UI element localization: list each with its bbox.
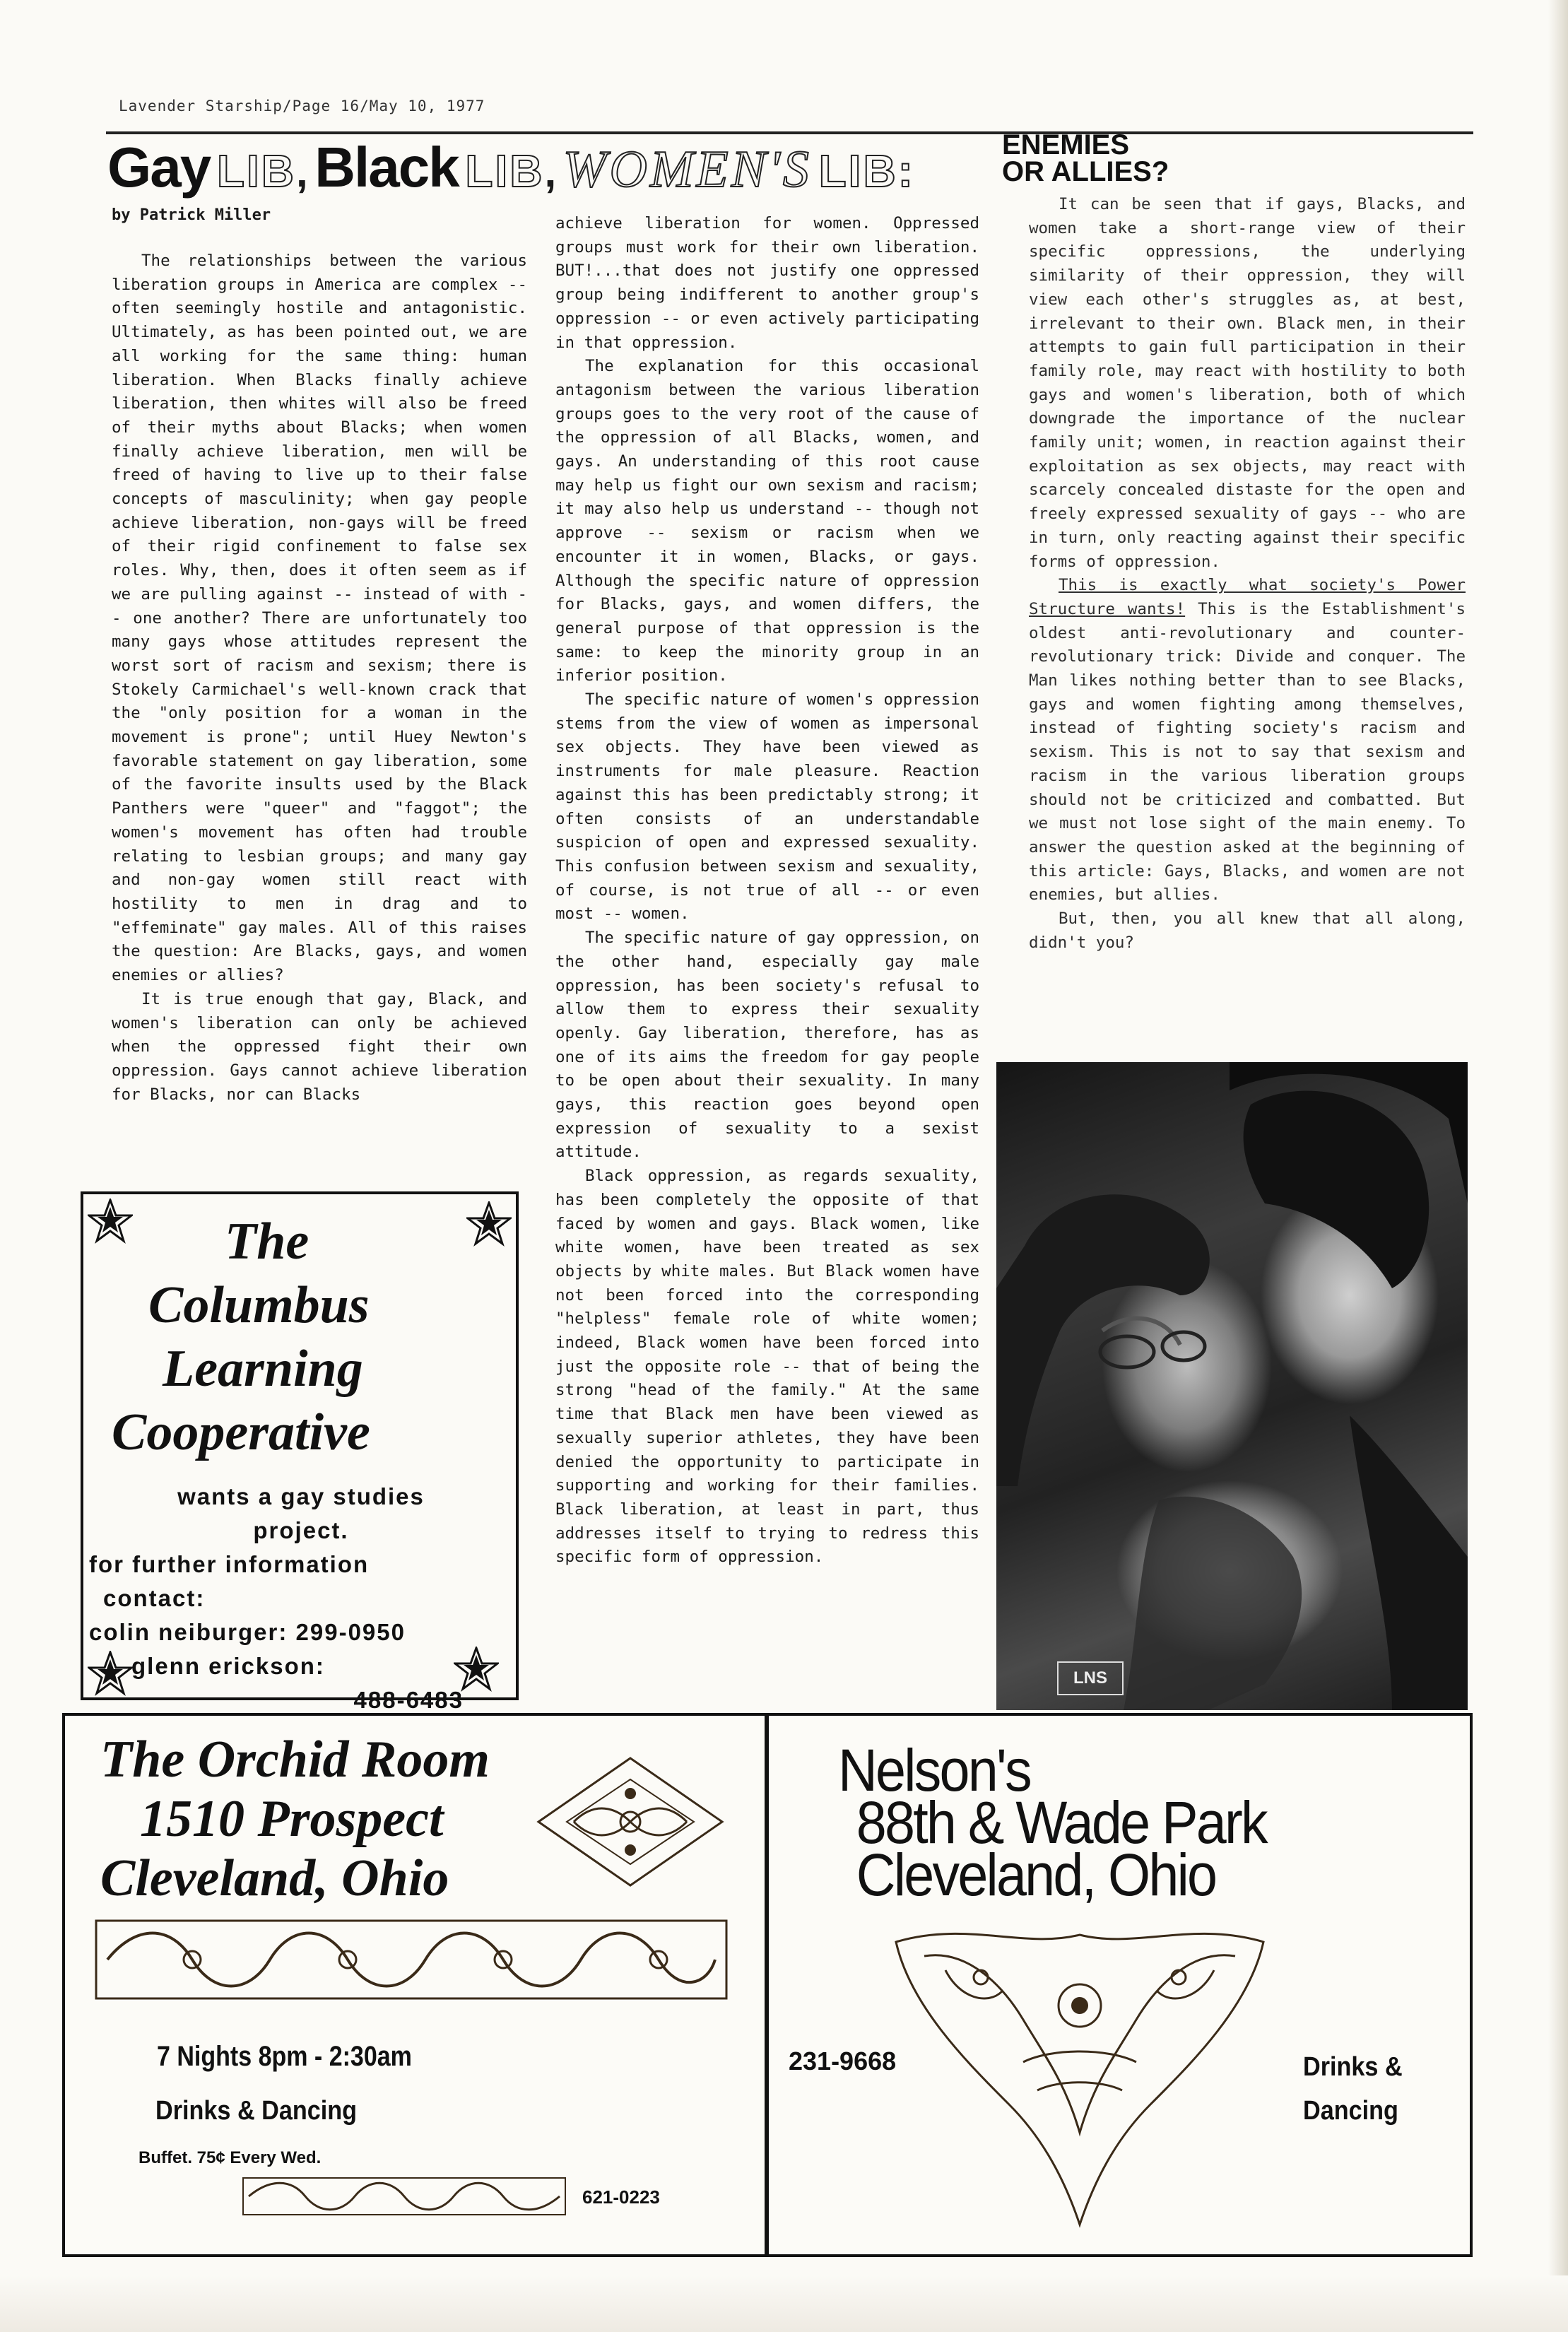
nelson-drinks (1303, 2045, 1430, 2133)
page-folio: Lavender Starship/Page 16/May 10, 1977 (119, 98, 485, 114)
orchid-buffet: Buffet. 75¢ Every Wed. (138, 2148, 322, 2167)
article-column-1 (112, 249, 527, 1168)
article-column-2 (555, 212, 979, 1682)
kicker-line-2: OR ALLIES? (1002, 156, 1169, 187)
article-paragraph: The relationships between the various liberation groups in America are complex -- often seemingly hostile and antagonistic. Ultimately, as has been pointed out, we are all working for the same thing: human liberation. When Blacks finally achieve liberation, then whites will also be freed of their myths about Blacks; when women finally achieve liberation, men will be freed of having to live up to their false concepts of masculinity; when gay people achieve liberation, non-gays will be freed of their rigid confinement to false sex roles. Why, then, does it often seem as if we are pulling against -- instead of with -- one another? There are unfortunately too many gays whose attitudes represent the worst sort of racism and sexism; there is Stokely Carmichael's well-known crack that the "only position for a woman in the movement is prone"; until Huey Newton's favorable statement on gay liberation, some of the favorite insults used by the Black Panthers were "queer" and "faggot"; the women's movement has often had trouble relating to lesbian groups; and many gay and non-gay women still react with hostility to men in drag and to "effeminate" gay males. All of this raises the question: Are Blacks, gays, and women enemies or allies? (112, 252, 527, 985)
article-paragraph: It can be seen that if gays, Blacks, and women take a short-range view of their specific oppressions, the underlying similarity of their oppression, they will view each other's struggles as, at best, irrelevant to their own. Black men, in their attempts to gain full participation in their family role, may react with hostility to both gays and women's liberation, both of which downgrade the importance of the nuclear family unit; women, in reaction against their exploitation as sex objects, may react with scarcely concealed distaste for the open and freely expressed sexuality of gays -- who are in turn, only reacting against their specific forms of oppression. (1029, 195, 1466, 571)
article-paragraph: Black oppression, as regards sexuality, has been completely the opposite of that faced by women and gays. Black women, like white women, have been treated as sex objects by white males. But Black women have not been forced into the corresponding "helpless" female role of white women; indeed, Black women have been forced into just the opposite role -- that of being the strong "head of the family." At the same time that Black men have been viewed as sexually superior athletes, they have been denied the opportunity to participate in supporting and working for their families. Black liberation, at least in part, thus addresses itself to trying to redress this specific form of oppression. (555, 1167, 979, 1567)
orchid-phone: 621-0223 (582, 2186, 660, 2208)
page-edge (1548, 0, 1568, 2332)
ad-title-line: Learning (163, 1340, 363, 1398)
orchid-hours: 7 Nights 8pm - 2:30am (157, 2041, 412, 2072)
orchid-room-ad (62, 1713, 767, 2257)
headline (107, 136, 1153, 199)
headline-womens: WOMEN'S (562, 141, 812, 199)
emphasis-underline: This is exactly what society's Power Structure wants! (1029, 576, 1466, 618)
article-paragraph: The specific nature of gay oppression, on the other hand, especially gay male oppression, has been society's refusal to allow them to express their sexuality openly. Gay liberation, therefore, has as one of its aims the freedom for gay people to be open about their sexuality. In many gays, this reaction goes beyond open expression of sexuality to a sexist attitude. (555, 929, 979, 1162)
headline-lib-3: LIB: (818, 146, 915, 196)
photo-credit: LNS (1057, 1661, 1124, 1695)
nelson-phone: 231-9668 (789, 2047, 897, 2075)
article-paragraph: achieve liberation for women. Oppressed groups must work for their own liberation. BUT!...that does not justify one oppressed group being indifferent to another group's oppression -- or even actively participating in that oppression. (555, 214, 979, 352)
diamond-ornament-icon (531, 1751, 729, 1892)
ad-line: contact: (103, 1585, 206, 1611)
ad-title-line: The (225, 1213, 310, 1271)
headline-comma-2: , (544, 148, 557, 196)
contact-glenn: glenn erickson: (131, 1653, 325, 1679)
orchid-drinks: Drinks & Dancing (155, 2096, 358, 2126)
kicker-line-1: ENEMIES (1002, 129, 1130, 160)
article-column-3 (1029, 193, 1466, 1055)
article-paragraph: But, then, you all knew that all along, didn't you? (1029, 909, 1466, 952)
headline-kicker (1002, 131, 1200, 185)
headline-lib-2: LIB (465, 146, 545, 196)
ad-line: for further information (89, 1551, 370, 1577)
ad-title-line: 1510 Prospect (140, 1790, 444, 1848)
scroll-ornament-icon (93, 1914, 729, 2006)
nelson-drinks-line: Drinks & (1303, 2052, 1403, 2082)
ad-title-line: 88th & Wade Park (856, 1789, 1266, 1856)
article-paragraph: The specific nature of women's oppression stems from the view of women as impersonal sex objects. They have been viewed as instruments for male pleasure. Reaction against this has been predictably strong; it often consists of an understandable suspicion of open and expressed sexuality. This confusion between sexism and sexuality, of course, is not true of all -- or even most -- women. (555, 690, 979, 924)
ad-title-line: Columbus (148, 1276, 370, 1334)
headline-lib-1: LIB (216, 146, 296, 196)
ad-title (100, 1730, 553, 1908)
contact-glenn-phone: 488-6483 (353, 1687, 464, 1713)
headline-gay: Gay (107, 136, 211, 199)
nelson-drinks-line: Dancing (1303, 2096, 1398, 2126)
ad-title-line: Cleveland, Ohio (100, 1849, 449, 1907)
article-text: This is the Establishment's oldest anti-revolutionary and counter-revolutionary trick: Divide and conquer. The Man likes nothing better than to see Blacks, gays and women fighting among themselves, instead of fighting society's racism and sexism. This is not to say that sexism and racism in the various liberation groups should not be criticized and combatted. But we must not lose sight of the main enemy. To answer the question asked at the beginning of this article: Gays, Blacks, and women are not enemies, but allies. (1029, 599, 1466, 905)
ad-title-line: Nelson's (838, 1737, 1030, 1803)
page-edge-bottom (0, 2275, 1568, 2332)
ad-line: wants a gay studies (177, 1483, 425, 1509)
article-paragraph: It is true enough that gay, Black, and women's liberation can only be achieved when the oppressed fight their own oppression. Gays cannot achieve liberation for Blacks, nor can Blacks (112, 989, 527, 1104)
couple-photo (996, 1062, 1468, 1710)
ad-title-line: Cleveland, Ohio (856, 1842, 1216, 1908)
columbus-learning-cooperative-ad (81, 1191, 519, 1713)
nelsons-ad (766, 1713, 1473, 2257)
ad-body (89, 1480, 513, 1717)
byline: by Patrick Miller (112, 206, 271, 224)
article-paragraph (1029, 574, 1466, 907)
ad-title (112, 1210, 507, 1464)
ad-title-line: The Orchid Room (100, 1731, 490, 1789)
filigree-ornament-icon (882, 1921, 1278, 2232)
ad-line: project. (253, 1517, 349, 1543)
ad-title-line: Cooperative (112, 1403, 370, 1461)
photo-shading (996, 1062, 1468, 1710)
ad-title (838, 1737, 1384, 1908)
article-paragraph: The explanation for this occasional antagonism between the various liberation groups goes to the very root of the cause of the oppression of all Blacks, women, and gays. An understanding of this root cause may help us fight our own sexism and racism; it may also help us understand -- though not approve -- sexism or racism when we encounter it in women, Blacks, or gays. Although the specific nature of oppression for Blacks, gays, and women differs, the general purpose of that oppression is the same: to keep the minority group in an inferior position. (555, 357, 979, 685)
contact-colin: colin neiburger: 299-0950 (89, 1619, 406, 1645)
headline-comma-1: , (295, 148, 308, 196)
headline-black: Black (314, 136, 459, 199)
scroll-ornament-icon (242, 2175, 567, 2218)
header-rule (106, 131, 1473, 134)
